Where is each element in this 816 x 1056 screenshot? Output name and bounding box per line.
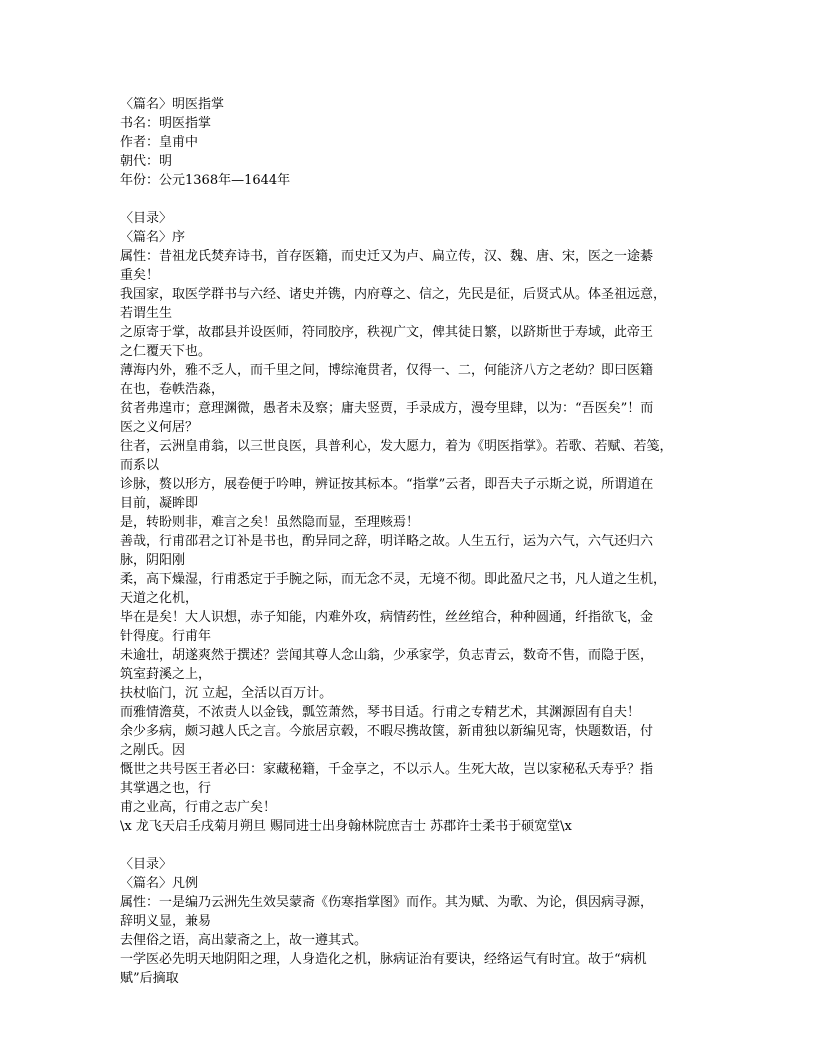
blank-line — [120, 836, 696, 855]
author: 作者：皇甫中 — [120, 135, 199, 150]
text-line: 毕在是矣！大人识想，赤子知能，内难外攻，病情药性，丝丝绾合，种种圆通，纤指欲飞，金 — [120, 610, 654, 625]
dynasty: 朝代：明 — [120, 154, 173, 169]
text-line: 扶杖临门，沉 立起，全活以百万计。 — [120, 686, 333, 701]
text-line: 在也，卷帙浩淼， — [120, 382, 225, 397]
chapter-heading: 〈篇名〉凡例 — [120, 876, 199, 891]
text-line: 目前，凝眸即 — [120, 496, 199, 511]
text-line: 一学医必先明天地阴阳之理，人身造化之机，脉病证治有要诀，经络运气有时宜。故于“病机 — [120, 952, 647, 967]
text-line: 慨世之共号医王者必曰：家藏秘籍，千金享之，不以示人。生死大故，岂以家秘私夭寿乎？指 — [120, 762, 654, 777]
blank-line — [120, 190, 696, 209]
toc-marker: 〈目录〉 — [120, 211, 173, 226]
toc-marker: 〈目录〉 — [120, 857, 173, 872]
text-line: 重矣！ — [120, 268, 160, 283]
text-line: 筑室葑溪之上， — [120, 667, 212, 682]
preface-text — [120, 247, 696, 836]
text-line: 赋”后摘取 — [120, 971, 179, 986]
text-line: 之原寄于掌，故郡县并设医师，符同胶序，秩视广文，俾其徒日繁，以跻斯世于寿域，此帝王 — [120, 325, 654, 340]
text-line: 属性：一是编乃云洲先生效吴蒙斋《伤寒指掌图》而作。其为赋、为歌、为论，俱因病寻源， — [120, 895, 654, 910]
text-line: 之剐氏。因 — [120, 743, 186, 758]
text-line: 贫者弗遑市；意理渊微，愚者未及察；庸夫竖贾，手录成方，漫夸里肆，以为：“吾医矣”！而 — [120, 401, 654, 416]
chapter-heading: 〈篇名〉明医指掌 — [120, 97, 225, 112]
guidelines-text — [120, 893, 696, 988]
text-line: 善哉，行甫邵君之订补是书也，酌异同之辞，明详略之故。人生五行，运为六气，六气还归六 — [120, 534, 654, 549]
text-line: 天道之化机， — [120, 591, 199, 606]
text-line: 诊脉，赘以形方，展卷便于吟呻，辨证按其标本。“指掌”云者，即吾夫子示斯之说，所谓道在 — [120, 477, 654, 492]
text-line: 我国家，取医学群书与六经、诸史并镌，内府尊之、信之，先民是征，后贤式从。体圣祖远意， — [120, 287, 667, 302]
chapter-heading: 〈篇名〉序 — [120, 230, 186, 245]
text-line: 医之义何居？ — [120, 420, 199, 435]
document-body — [120, 95, 696, 988]
text-line: 针得度。行甫年 — [120, 629, 212, 644]
text-line: 若谓生生 — [120, 306, 173, 321]
text-line: 是，转盼则非，难言之矣！虽然隐而显，至理赅焉！ — [120, 515, 420, 530]
text-line: 而雅情澹莫，不浓责人以金钱，瓢笠萧然，琴书目适。行甫之专精艺术，其渊源固有自夫！ — [120, 705, 641, 720]
text-line: 余少多病，颇习越人氏之言。今旅居京毂，不暇尽携故箧，新甫独以新编见寄，快题数语，付 — [120, 724, 654, 739]
text-line: 柔，高下燥湿，行甫悉定于手腕之际，而无念不灵，无境不彻。即此盈尺之书，凡人道之生机， — [120, 572, 667, 587]
text-line: 其掌遇之也，行 — [120, 781, 212, 796]
book-title: 书名：明医指掌 — [120, 116, 212, 131]
text-line: 往者，云洲皇甫翁，以三世良医，具普利心，发大愿力，着为《明医指掌》。若歌、若赋、若笺， — [120, 439, 673, 454]
text-line: 脉，阴阳刚 — [120, 553, 186, 568]
text-line: 去俚俗之语，高出蒙斋之上，故一遵其式。 — [120, 933, 368, 948]
text-line: 辞明义显，兼易 — [120, 914, 212, 929]
text-line: \x 龙飞天启壬戌菊月朔旦 赐同进士出身翰林院庶吉士 苏郡许士柔书于硕宽堂\x — [120, 819, 572, 834]
text-line: 而系以 — [120, 458, 160, 473]
text-line: 甫之业高，行甫之志广矣！ — [120, 800, 277, 815]
text-line: 薄海内外，雅不乏人，而千里之间，博综淹贯者，仅得一、二，何能济八方之老幼？即曰医籍 — [120, 363, 654, 378]
text-line: 之仁覆天下也。 — [120, 344, 212, 359]
text-line: 属性：昔祖龙氏焚弃诗书，首存医籍，而史迁又为卢、扁立传，汉、魏、唐、宋，医之一途綦 — [120, 249, 654, 264]
text-line: 未逾壮，胡遂爽然于撰述？尝闻其尊人念山翁，少承家学，负志青云，数奇不售，而隐于医， — [120, 648, 654, 663]
years: 年份：公元1368年—1644年 — [120, 173, 291, 188]
